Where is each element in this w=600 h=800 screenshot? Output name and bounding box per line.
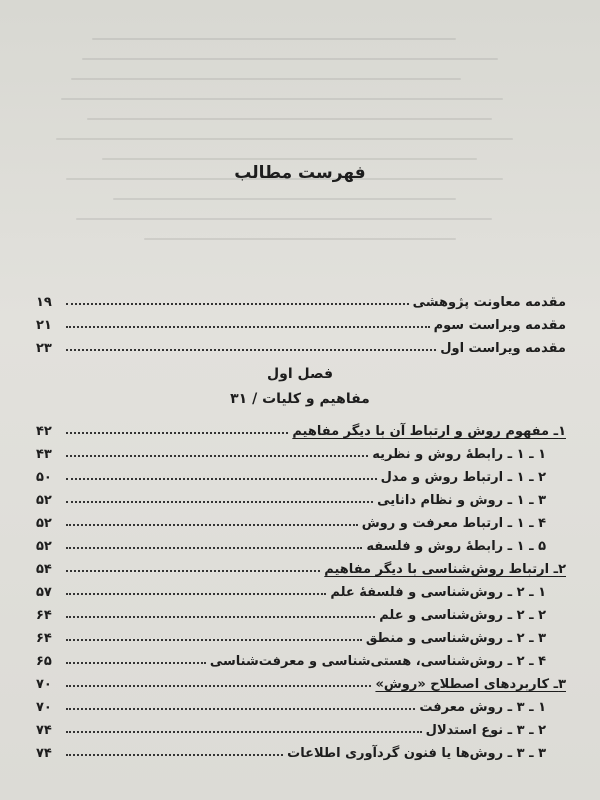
toc-page-number: ۶۴ [36,631,52,646]
chapter-label: فصل اول [267,366,333,382]
toc-page-number: ۲۱ [36,318,52,333]
toc-row-subsection[interactable] [36,739,566,761]
page-title: فهرست مطالب [234,163,366,183]
toc-row-section[interactable] [36,670,566,692]
dot-leader [66,501,373,503]
dot-leader [66,593,326,595]
toc-entry-text: ۱ـ مفهوم روش و ارتباط آن با دیگر مفاهیم [292,424,566,439]
toc-entry-text: مقدمه ویراست سوم [433,318,566,333]
dot-leader [66,326,430,328]
toc-page-number: ۶۴ [36,608,52,623]
toc-row-subsection[interactable] [36,624,566,646]
toc-page-number: ۵۰ [36,470,52,485]
toc-entry-text: ۲ ـ ۳ ـ نوع استدلال [425,723,546,738]
toc-entry-text: ۵ ـ ۱ ـ رابطهٔ روش و فلسفه [366,539,546,554]
toc-entry-text: ۳ـ کاربردهای اصطلاح «روش» [375,677,566,692]
dot-leader [66,685,371,687]
dot-leader [66,478,377,480]
toc-row-subsection[interactable] [36,486,566,508]
dot-leader [66,432,288,434]
toc-entry-text: ۳ ـ ۳ ـ روش‌ها یا فنون گردآوری اطلاعات [287,746,546,761]
toc-page-number: ۵۷ [36,585,52,600]
toc-row-section[interactable] [36,555,566,577]
toc-row-subsection[interactable] [36,509,566,531]
toc-row-subsection[interactable] [36,463,566,485]
dot-leader [66,349,436,351]
dot-leader [66,639,362,641]
toc-row-subsection[interactable] [36,440,566,462]
chapter-subtitle: مفاهیم و کلیات / ۳۱ [230,391,370,407]
toc-row-subsection[interactable] [36,647,566,669]
toc-entry-text: مقدمه معاونت پژوهشی [412,295,566,310]
toc-row-section[interactable] [36,417,566,439]
toc-page-number: ۵۲ [36,516,52,531]
dot-leader [66,303,409,305]
toc-row-front-2[interactable] [36,311,566,333]
toc-page-number: ۵۲ [36,493,52,508]
dot-leader [66,524,358,526]
toc-row-subsection[interactable] [36,693,566,715]
toc-row-front-1[interactable] [36,288,566,310]
toc-entry-text: ۳ ـ ۲ ـ روش‌شناسی و منطق [365,631,546,646]
toc-entry-text: ۱ ـ ۳ ـ روش معرفت [419,700,546,715]
toc-entry-text: ۴ ـ ۲ ـ روش‌شناسی، هستی‌شناسی و معرفت‌شناسی [209,654,546,669]
toc-entry-text: ۳ ـ ۱ ـ روش و نظام دانایی [377,493,546,508]
toc-entry-text: ۱ ـ ۱ ـ رابطهٔ روش و نظریه [372,447,546,462]
toc-entry-text: ۲ ـ ۱ ـ ارتباط روش و مدل [380,470,546,485]
toc-page-number: ۷۴ [36,723,52,738]
toc-page-number: ۱۹ [36,295,52,310]
toc-entry-text: ۲ـ ارتباط روش‌شناسی با دیگر مفاهیم [324,562,566,577]
toc-page-number: ۲۳ [36,341,52,356]
toc-page-number: ۷۴ [36,746,52,761]
toc-page-number: ۶۵ [36,654,52,669]
toc-row-subsection[interactable] [36,532,566,554]
toc-row-subsection[interactable] [36,578,566,600]
toc-page-number: ۷۰ [36,700,52,715]
toc-page-number: ۵۲ [36,539,52,554]
dot-leader [66,547,362,549]
dot-leader [66,708,415,710]
toc-entry-text: ۲ ـ ۲ ـ روش‌شناسی و علم [379,608,546,623]
toc-row-front-3[interactable] [36,334,566,356]
dot-leader [66,731,422,733]
dot-leader [66,662,206,664]
toc-row-subsection[interactable] [36,716,566,738]
toc-entry-text: ۴ ـ ۱ ـ ارتباط معرفت و روش [361,516,546,531]
toc-row-subsection[interactable] [36,601,566,623]
toc-entry-text: ۱ ـ ۲ ـ روش‌شناسی و فلسفهٔ علم [330,585,546,600]
toc-page-number: ۴۲ [36,424,52,439]
dot-leader [66,754,283,756]
toc-page-number: ۷۰ [36,677,52,692]
dot-leader [66,616,375,618]
toc-page-number: ۵۴ [36,562,52,577]
dot-leader [66,570,320,572]
dot-leader [66,455,368,457]
toc-page-number: ۴۳ [36,447,52,462]
toc-entry-text: مقدمه ویراست اول [440,341,566,356]
